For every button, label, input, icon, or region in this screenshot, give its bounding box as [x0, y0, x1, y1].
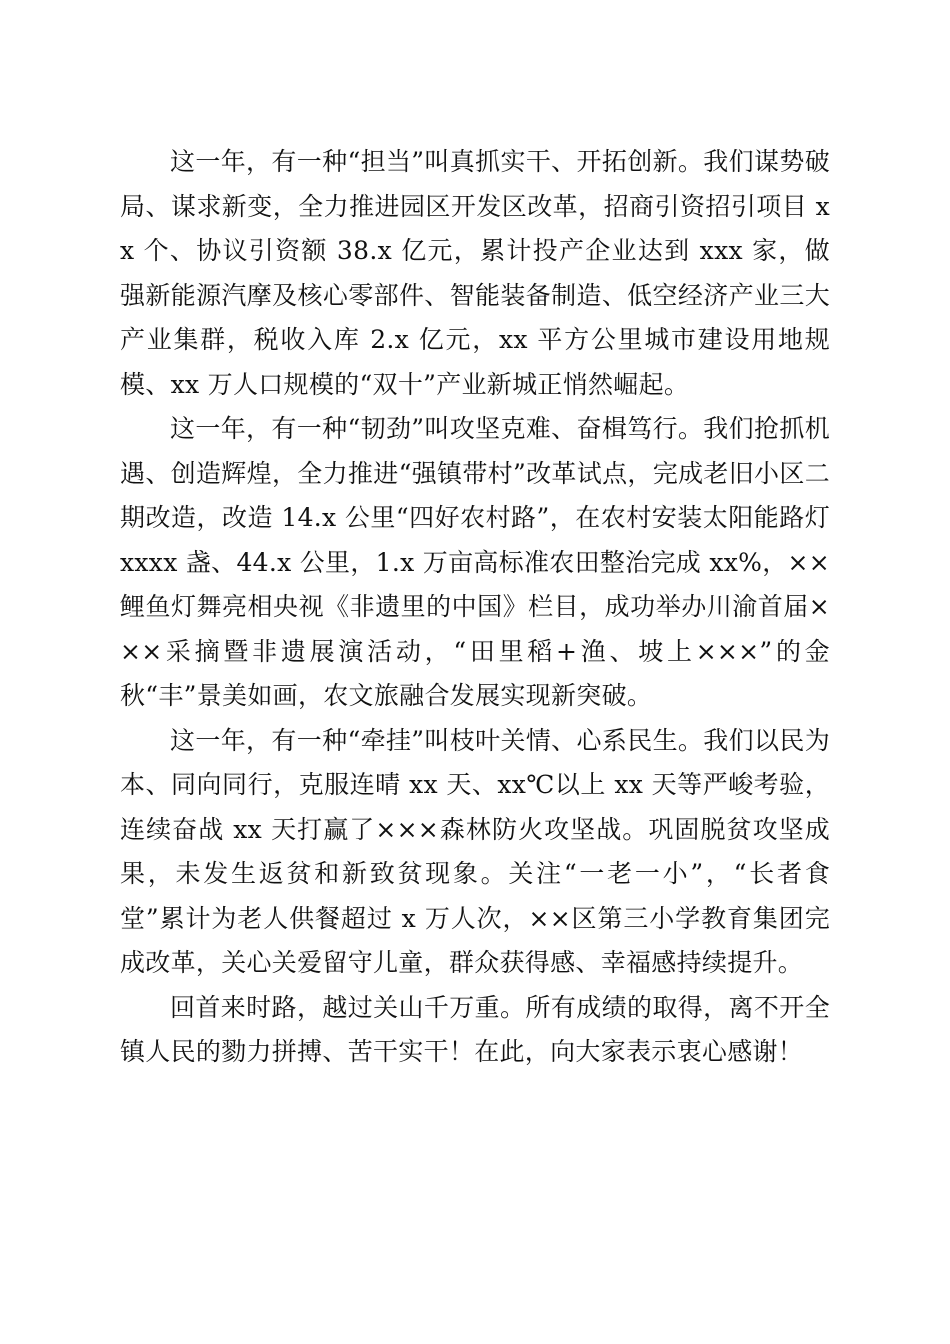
paragraph-responsibility: 这一年，有一种“担当”叫真抓实干、开拓创新。我们谋势破局、谋求新变，全力推进园区开发区改革，招商引资招引项目 xx 个、协议引资额 38.x 亿元，累计投产企业达到 xxx 家，做强新能源汽摩及核心零部件、智能装备制造、低空经济产业三大产业集群，税收入库 2.x 亿元，xx 平方公里城市建设用地规模、xx 万人口规模的“双十”产业新城正悄然崛起。 — [120, 147, 830, 399]
paragraph-conclusion: 回首来时路，越过关山千万重。所有成绩的取得，离不开全镇人民的勠力拼搏、苦干实干！在此，向大家表示衷心感谢！ — [120, 992, 830, 1066]
paragraph-resilience: 这一年，有一种“韧劲”叫攻坚克难、奋楫笃行。我们抢抓机遇、创造辉煌，全力推进“强镇带村”改革试点，完成老旧小区二期改造，改造 14.x 公里“四好农村路”，在农村安装太阳能路灯 xxxx 盏、44.x 公里，1.x 万亩高标准农田整治完成 xx%，××鲤鱼灯舞亮相央视《非遗里的中国》栏目，成功举办川渝首届×××采摘暨非遗展演活动，“田里稻+渔、坡上×××”的金秋“丰”景美如画，农文旅融合发展实现新突破。 — [120, 414, 830, 710]
paragraph-care: 这一年，有一种“牵挂”叫枝叶关情、心系民生。我们以民为本、同向同行，克服连晴 xx 天、xx℃以上 xx 天等严峻考验，连续奋战 xx 天打赢了×××森林防火攻坚战。巩固脱贫攻坚成果，未发生返贫和新致贫现象。关注“一老一小”，“长者食堂”累计为老人供餐超过 x 万人次，××区第三小学教育集团完成改革，关心关爱留守儿童，群众获得感、幸福感持续提升。 — [120, 725, 830, 977]
document-body — [120, 140, 830, 1075]
